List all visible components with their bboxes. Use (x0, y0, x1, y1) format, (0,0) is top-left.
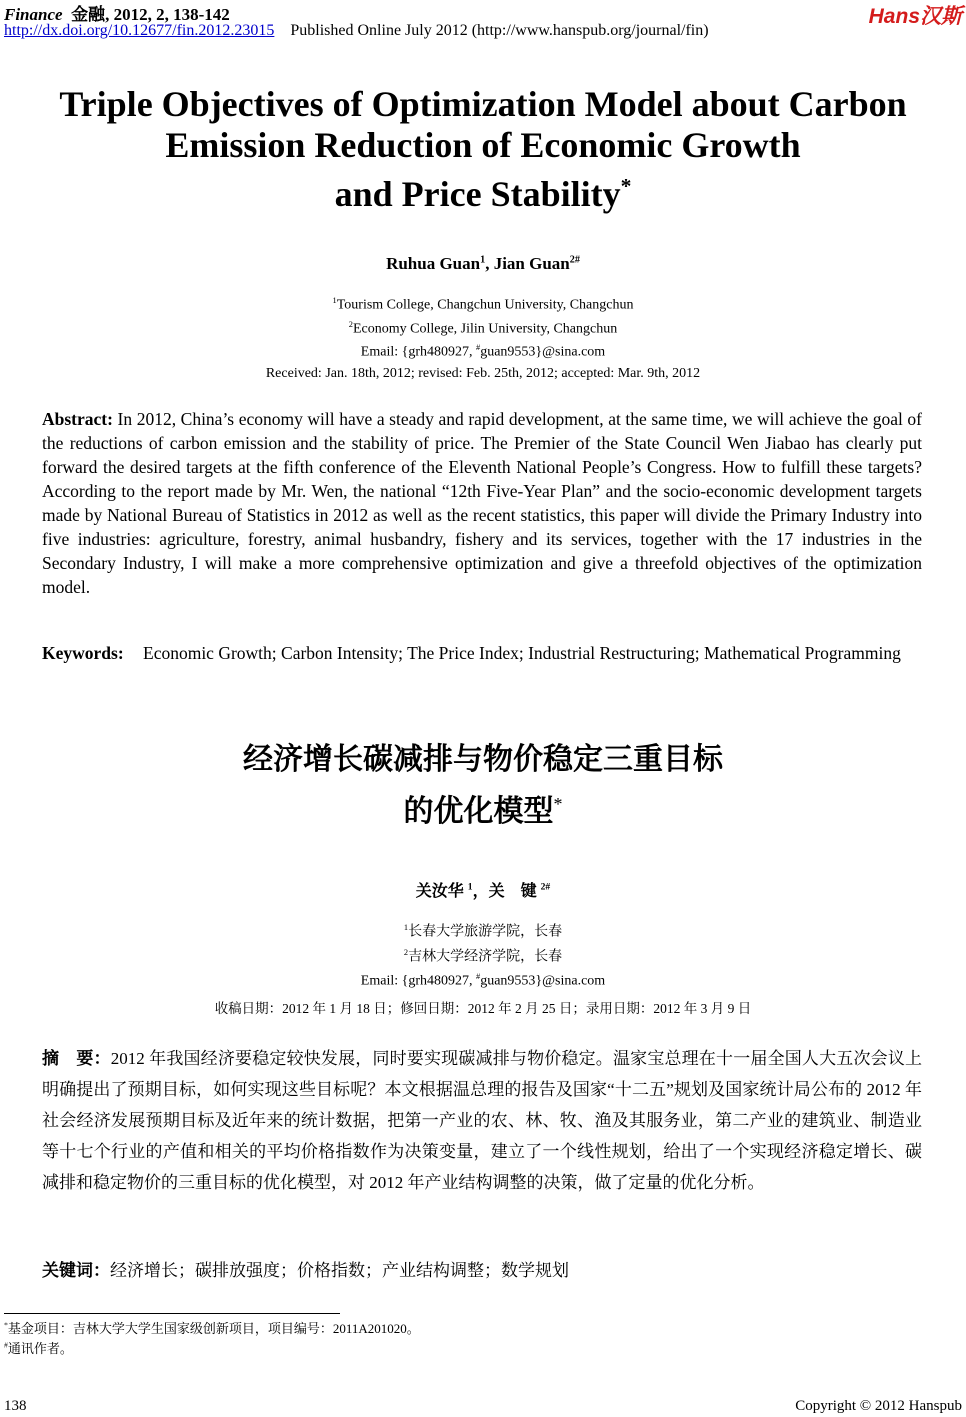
chinese-abstract (42, 1043, 922, 1198)
abstract-label: Abstract: (42, 409, 113, 429)
email: Email: {grh480927, #guan9553}@sina.com (360, 972, 606, 989)
chinese-received-dates: 收稿日期：2012 年 1 月 18 日；修回日期：2012 年 2 月 25 日；录用日期：2012 年 3 月 9 日 (214, 1001, 752, 1016)
title-footnote-mark: * (620, 174, 632, 198)
page-number: 138 (4, 1398, 27, 1414)
email: Email: {grh480927, #guan9553}@sina.com (360, 343, 606, 360)
chinese-keywords (42, 1256, 569, 1281)
title-line: Triple Objectives of Optimization Model about Carbon (59, 84, 907, 124)
keywords-text: Economic Growth; Carbon Intensity; The Price Index; Industrial Restructuring; Mathematical Programming (143, 643, 901, 663)
abstract-text: 2012 年我国经济要稳定较快发展，同时要实现碳减排与物价稳定。温家宝总理在十一届全国人大五次会议上明确提出了预期目标，如何实现这些目标呢？本文根据温总理的报告及国家“十二五”规划及国家统计局公布的 2012 年社会经济发展预期目标及近年来的统计数据，把第一产业的农、林、牧、渔及其服务业，第二产业的建筑业、制造业等十七个行业的产值和相关的平均价格指数作为决策变量，建立了一个线性规划，给出了一个实现经济稳定增长、碳减排和稳定物价的三重目标的优化模型，对 2012 年产业结构调整的决策，做了定量的优化分析。 (42, 1049, 923, 1192)
english-abstract (42, 407, 922, 599)
chinese-authors: 关汝华 $^1$，关 键 $^{2\#}$ (415, 881, 551, 900)
copyright: Copyright © 2012 Hanspub (795, 1398, 962, 1414)
abstract-label: 摘 要： (42, 1049, 111, 1068)
chinese-title: 经济增长碳减排与物价稳定三重目标 的优化模型* (0, 738, 966, 834)
english-authors: Ruhua Guan$^1$, Jian Guan$^{2\#}$ (386, 254, 580, 273)
doi-link[interactable]: http://dx.doi.org/10.12677/fin.2012.23015 (4, 22, 275, 39)
english-affiliations: $^1$Tourism College, Changchun University, Changchun $^2$Economy College, Jilin University, Changchun Email: {grh480927, #guan9553}@sina.com (0, 291, 966, 362)
journal-name-cn: 金融 (71, 5, 106, 24)
abstract-text: In 2012, China’s economy will have a steady and rapid development, at the same time, we will achieve the goal of the reductions of carbon emission and the stability of price. The Premier of the State Council Wen Jiabao has clearly put forward the desired targets at the fifth conference of the Eleventh National People’s Congress. How to fulfill these targets? According to the report made by Mr. Wen, the national “12th Five-Year Plan” and the socio-economic development targets made by National Bureau of Statistics in 2012 as well as the recent statistics, this paper will divide the Primary Industry into five industries: agriculture, forestry, animal husbandry, fishery and its services, together with the 17 industries in the Secondary Industry, I will make a more comprehensive optimization and give a threefold objectives of the optimization model. (42, 409, 922, 597)
keywords-label: 关键词： (42, 1261, 110, 1280)
hans-logo: Hans汉斯 (868, 5, 962, 28)
keywords-text: 经济增长；碳排放强度；价格指数；产业结构调整；数学规划 (110, 1261, 569, 1280)
footnote-funding: *基金项目：吉林大学大学生国家级创新项目，项目编号：2011A201020。 (4, 1320, 420, 1336)
footnote-divider (4, 1313, 340, 1314)
footnote-corresponding: #通讯作者。 (4, 1340, 73, 1356)
title-line: 的优化模型 (403, 794, 554, 829)
doi-line (4, 22, 709, 40)
english-keywords (42, 641, 922, 665)
chinese-affiliations: $^1$长春大学旅游学院，长春 $^2$吉林大学经济学院，长春 Email: {grh480927, #guan9553}@sina.com (0, 918, 966, 992)
journal-name: Finance (4, 5, 63, 24)
published-info: Published Online July 2012 (http://www.hanspub.org/journal/fin) (290, 22, 709, 39)
english-title (0, 84, 966, 215)
title-line: Emission Reduction of Economic Growth (165, 125, 801, 165)
citation: , 2012, 2, 138-142 (105, 5, 230, 24)
keywords-label: Keywords: (42, 643, 124, 663)
english-received-dates: Received: Jan. 18th, 2012; revised: Feb. 25th, 2012; accepted: Mar. 9th, 2012 (265, 366, 701, 381)
title-line: 经济增长碳减排与物价稳定三重目标 (243, 742, 723, 777)
title-line: and Price Stability (334, 174, 621, 214)
